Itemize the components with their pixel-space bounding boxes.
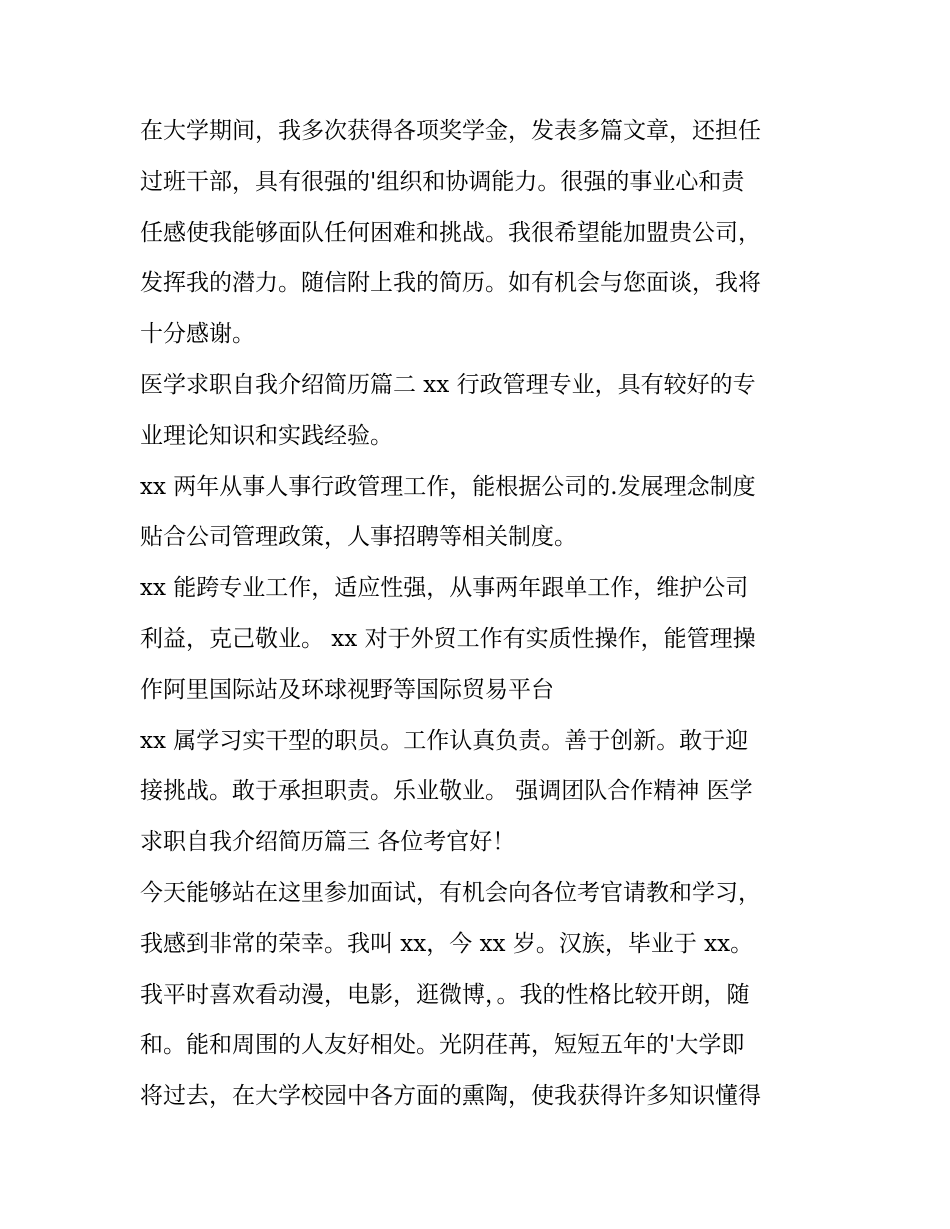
text-line: 在大学期间，我多次获得各项奖学金，发表多篇文章，还担任 xyxy=(140,118,761,144)
text-line: 今天能够站在这里参加面试，有机会向各位考官请教和学习， xyxy=(140,879,761,906)
text-line: 作阿里国际站及环球视野等国际贸易平台 xyxy=(140,676,554,703)
document-body xyxy=(140,106,820,1122)
section-heading-line: 求职自我介绍简历篇三 各位考官好！ xyxy=(140,829,516,856)
text-line: 接挑战。敢于承担职责。乐业敬业。 强调团队合作精神 医学 xyxy=(140,778,753,805)
text-line: 贴合公司管理政策，人事招聘等相关制度。 xyxy=(140,524,577,551)
text-line: xx 能跨专业工作，适应性强，从事两年跟单工作，维护公司 xyxy=(140,575,749,602)
text-line: xx 两年从事人事行政管理工作，能根据公司的.发展理念制度 xyxy=(140,473,756,500)
text-line: 任感使我能够面队任何困难和挑战。我很希望能加盟贵公司， xyxy=(140,219,761,246)
text-line: 过班干部，具有很强的'组织和协调能力。很强的事业心和责 xyxy=(140,168,745,195)
text-line: 十分感谢。 xyxy=(140,321,255,348)
text-line: xx 属学习实干型的职员。工作认真负责。善于创新。敢于迎 xyxy=(140,727,749,754)
text-line: 和。能和周围的人友好相处。光阴荏苒，短短五年的'大学即 xyxy=(140,1032,745,1059)
text-line: 发挥我的潜力。随信附上我的简历。如有机会与您面谈，我将 xyxy=(140,270,761,297)
text-line: 我平时喜欢看动漫，电影，逛微博，。我的性格比较开朗，随 xyxy=(140,981,750,1008)
text-line: 将过去，在大学校园中各方面的熏陶，使我获得许多知识懂得 xyxy=(140,1083,761,1110)
text-line: 利益，克己敬业。 xx 对于外贸工作有实质性操作，能管理操 xyxy=(140,625,756,652)
text-line: 我感到非常的荣幸。我叫 xx，今 xx 岁。汉族，毕业于 xx。 xyxy=(140,930,754,957)
text-line: 业理论知识和实践经验。 xyxy=(140,422,393,449)
section-heading-line: 医学求职自我介绍简历篇二 xx 行政管理专业，具有较好的专 xyxy=(140,371,756,398)
